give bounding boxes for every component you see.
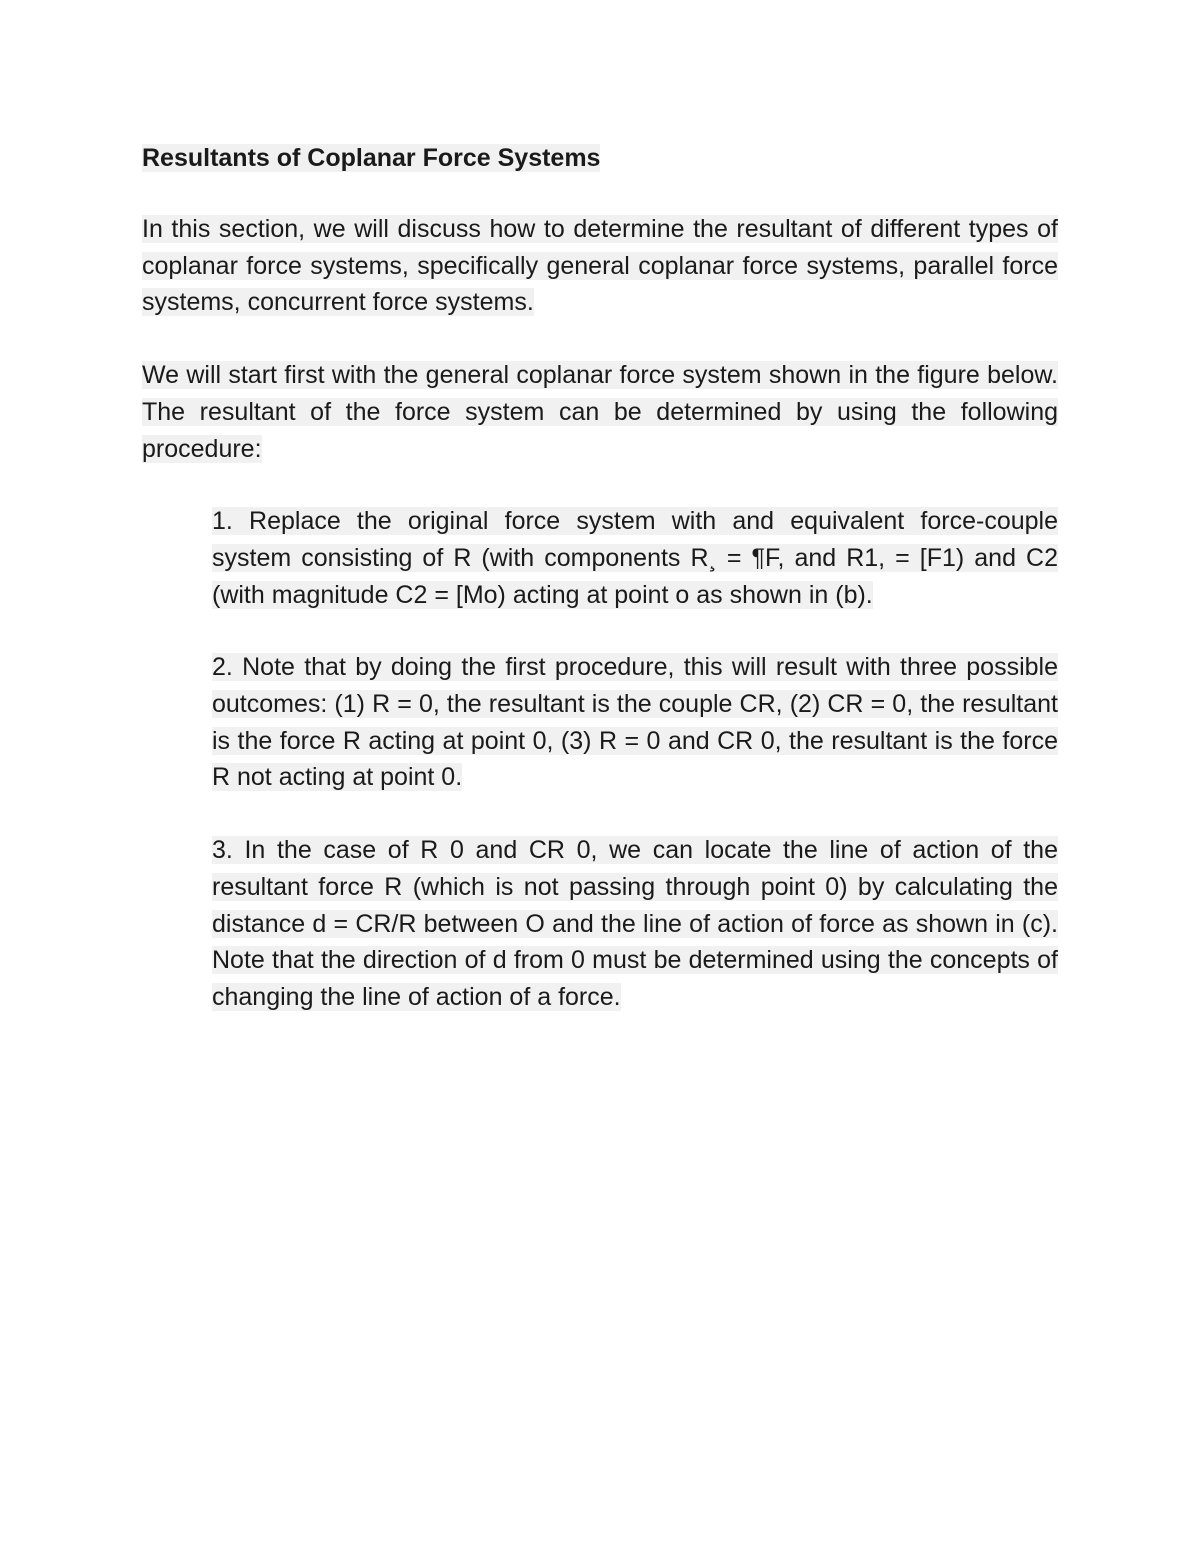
step-2 (212, 649, 1058, 796)
document-title-text: Resultants of Coplanar Force Systems (142, 144, 601, 172)
document-title (142, 138, 1058, 178)
step-3 (212, 832, 1058, 1016)
step-1-text: 1. Replace the original force system with and equivalent force-couple system consisting of R (with components R¸ = ¶F, and R1, = [F1) and C2 (with magnitude C2 = [Mo) acting at point o as shown in (b). (212, 507, 1058, 609)
step-3-text: 3. In the case of R 0 and CR 0, we can locate the line of action of the resultant force R (which is not passing through point 0) by calculating the distance d = CR/R between O and the line of action of force as shown in (c). Note that the direction of d from 0 must be determined using the concepts of changing the line of action of a force. (212, 836, 1058, 1011)
intro-paragraph-text: In this section, we will discuss how to determine the resultant of different types of coplanar force systems, specifically general coplanar force systems, parallel force systems, concurrent force systems. (142, 215, 1058, 317)
procedure-paragraph (142, 357, 1058, 467)
document-page (142, 138, 1058, 1052)
procedure-steps (212, 503, 1058, 1015)
intro-paragraph (142, 211, 1058, 321)
step-1 (212, 503, 1058, 613)
procedure-paragraph-text: We will start first with the general coplanar force system shown in the figure below. The resultant of the force system can be determined by using the following procedure: (142, 361, 1058, 463)
step-2-text: 2. Note that by doing the first procedure, this will result with three possible outcomes: (1) R = 0, the resultant is the couple CR, (2) CR = 0, the resultant is the force R acting at point 0, (3) R = 0 and CR 0, the resultant is the force R not acting at point 0. (212, 653, 1058, 792)
